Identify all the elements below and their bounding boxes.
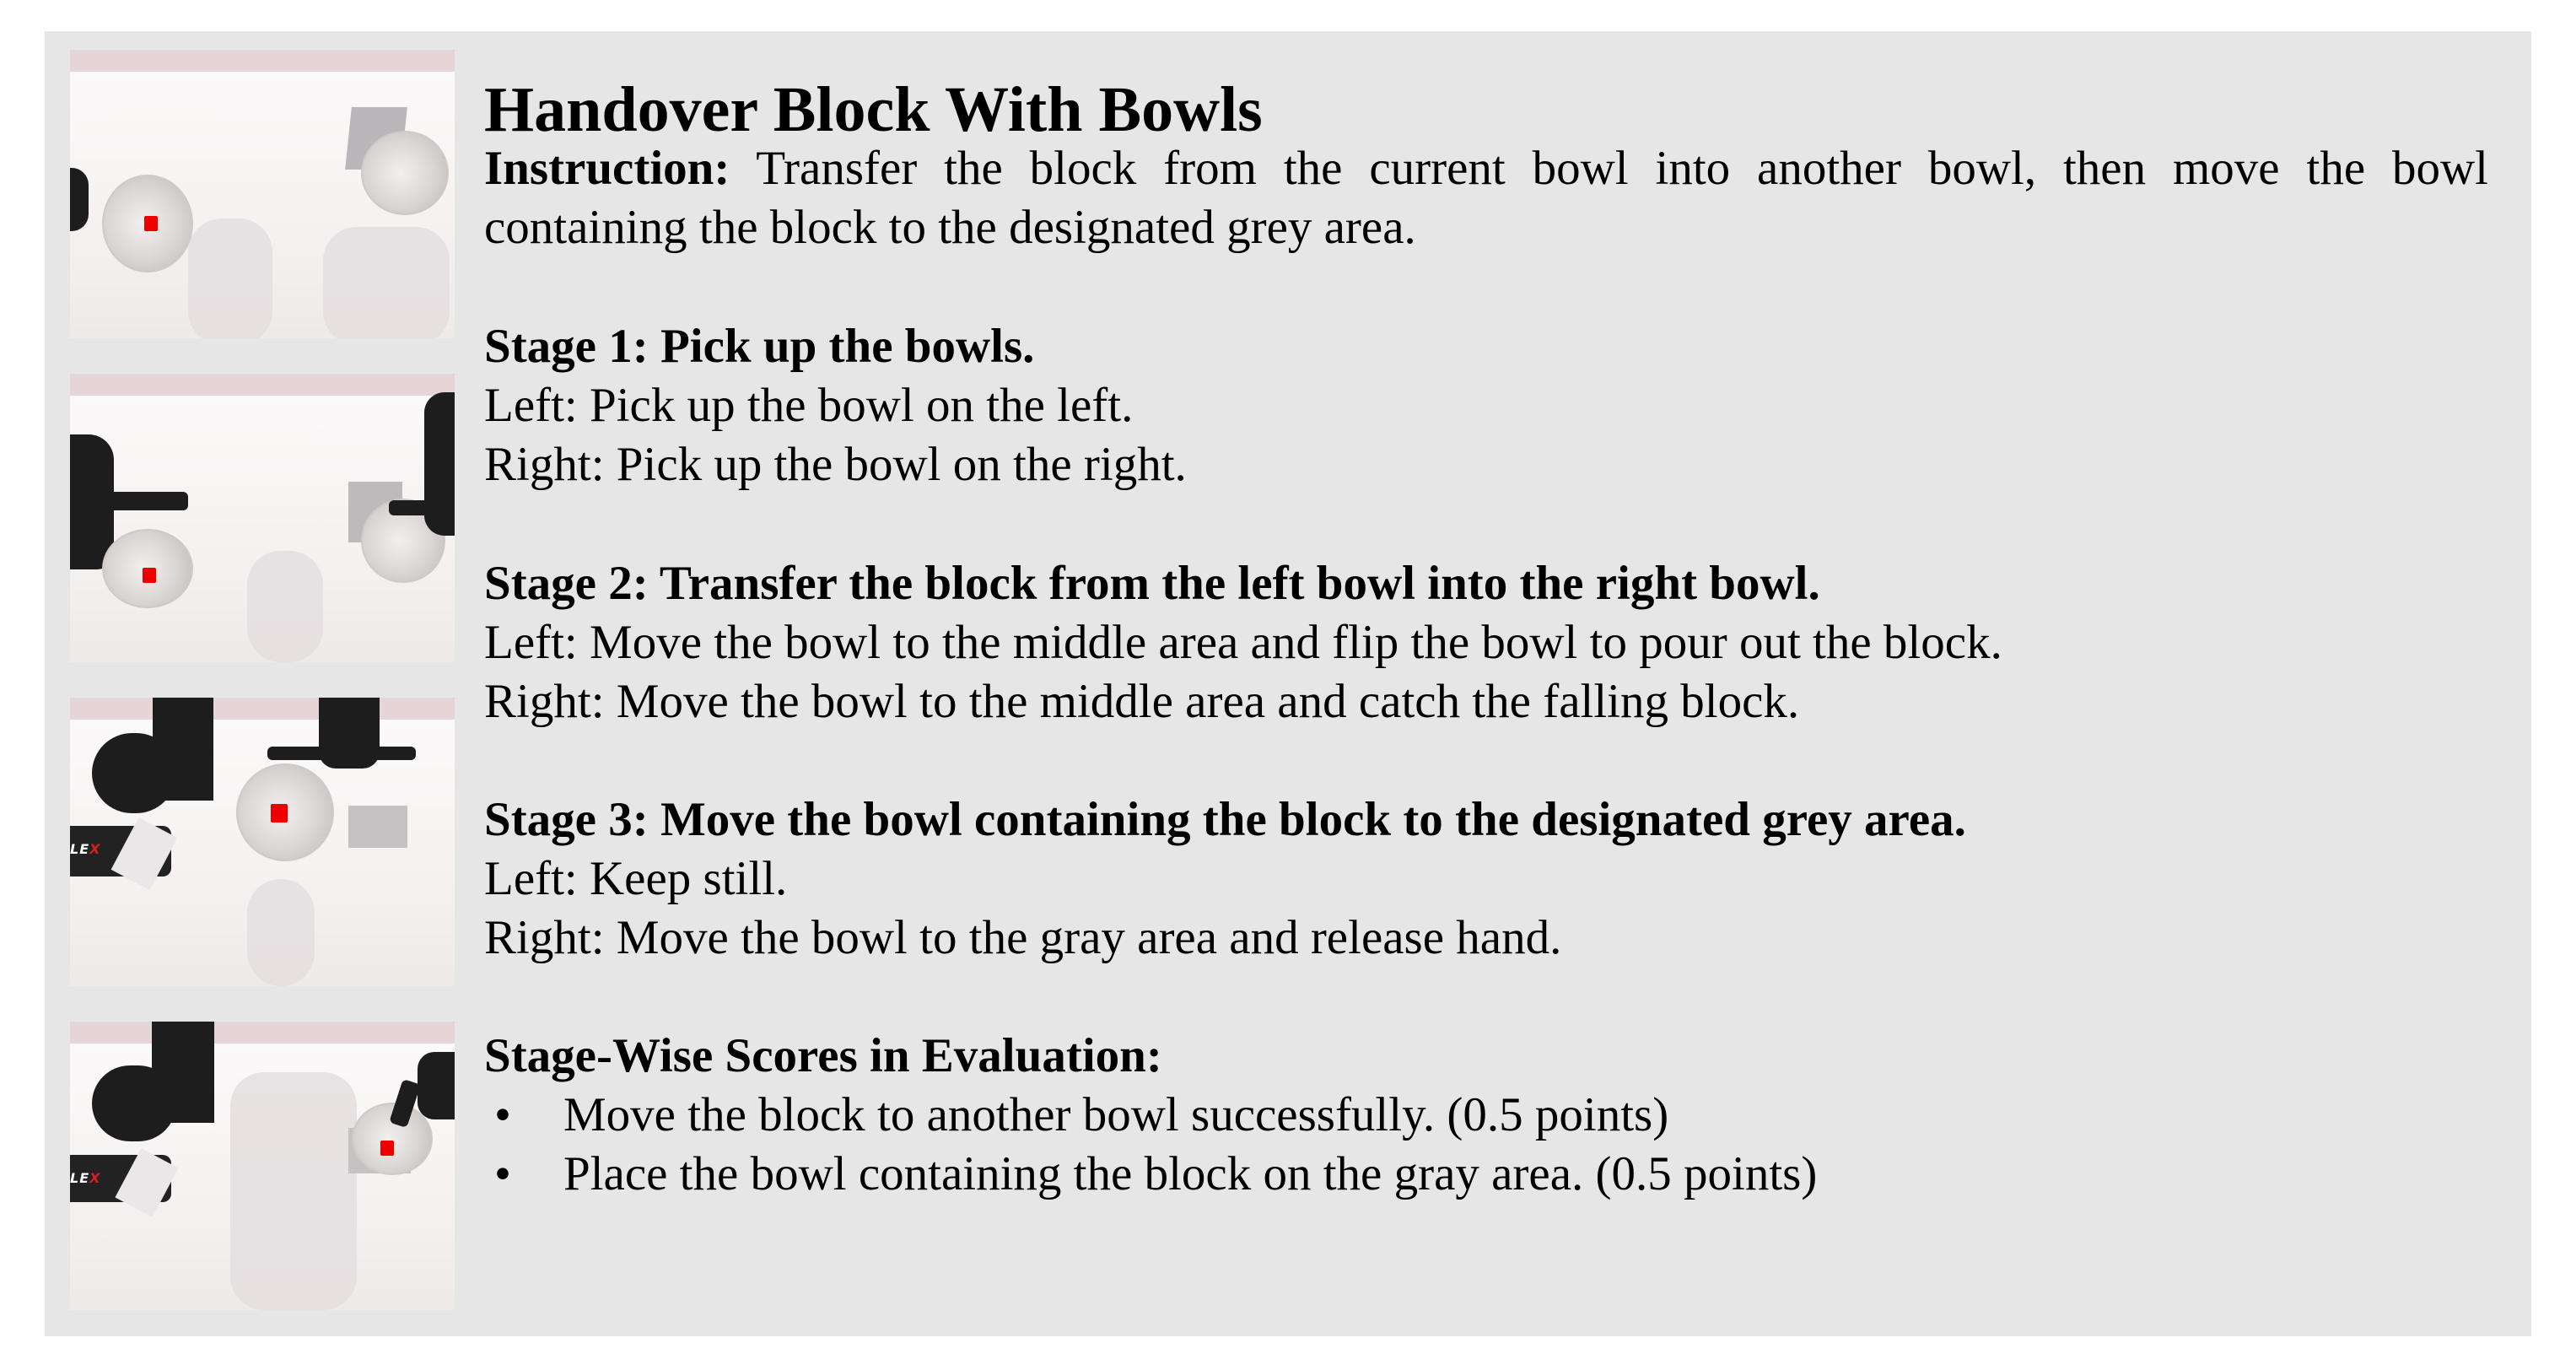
brand-text: LE	[70, 841, 90, 857]
robot-shadow	[230, 1072, 357, 1310]
stage-1-right: Right: Pick up the bowl on the right.	[484, 438, 1187, 491]
instruction-label: Instruction:	[484, 142, 730, 195]
brand-mark: X	[89, 1170, 101, 1186]
stage-3-heading-text: Stage 3: Move the bowl containing the block to the designated grey area.	[484, 793, 1966, 846]
robot-finger-right	[267, 747, 416, 760]
grey-target-area	[348, 806, 407, 848]
robot-brand-label	[70, 841, 100, 857]
bullet-icon: •	[494, 1088, 511, 1141]
stage-1-left: Left: Pick up the bowl on the left.	[484, 379, 1134, 432]
brand-text: LE	[70, 1170, 90, 1186]
frame-image-1	[70, 50, 455, 338]
robot-brand-label	[70, 1170, 100, 1186]
task-card	[45, 31, 2531, 1336]
stage-2-left: Left: Move the bowl to the middle area and flip the bowl to pour out the block.	[484, 616, 2002, 669]
stage-3-right: Right: Move the bowl to the gray area and release hand.	[484, 911, 1562, 964]
robot-finger-left	[104, 492, 188, 510]
background-strip	[70, 374, 455, 396]
stage-2-right: Right: Move the bowl to the middle area and catch the falling block.	[484, 675, 1800, 728]
robot-gripper-left	[70, 168, 89, 231]
red-block	[380, 1141, 394, 1156]
background-strip	[70, 698, 455, 720]
stage-1-heading-text: Stage 1: Pick up the bowls.	[484, 320, 1035, 373]
stage-3-heading	[484, 790, 1966, 850]
robot-arm-right	[418, 1052, 455, 1119]
instruction-line-1	[484, 139, 2488, 198]
red-block	[144, 216, 158, 231]
red-block	[143, 568, 156, 583]
robot-shadow	[247, 551, 323, 662]
stage-1-heading	[484, 317, 1034, 376]
stage-2-heading-text: Stage 2: Transfer the block from the left bowl into the right bowl.	[484, 557, 1820, 610]
scores-heading-text: Stage-Wise Scores in Evaluation:	[484, 1029, 1162, 1082]
frame-image-3	[70, 698, 455, 986]
scores-heading	[484, 1027, 1162, 1086]
score-list-item	[484, 1145, 2488, 1204]
bullet-icon: •	[494, 1147, 511, 1200]
bowl-right	[361, 131, 449, 215]
background-strip	[70, 50, 455, 72]
instruction-text-1: Transfer the block from the current bowl into another bowl, then move the bowl	[756, 142, 2488, 195]
frame-image-2	[70, 374, 455, 662]
background-strip	[70, 1022, 455, 1044]
stage-2-heading	[484, 554, 1820, 613]
stage-3-left: Left: Keep still.	[484, 852, 788, 905]
robot-wrist-left	[92, 733, 176, 813]
score-item-text: Move the block to another bowl successfully. (0.5 points)	[563, 1088, 1669, 1141]
instruction-line-2: containing the block to the designated grey area.	[484, 201, 1416, 254]
robot-wrist-left	[92, 1065, 176, 1141]
robot-shadow	[247, 879, 315, 986]
score-list-item	[484, 1086, 2488, 1145]
brand-mark: X	[89, 841, 101, 857]
score-item-text: Place the bowl containing the block on the gray area. (0.5 points)	[563, 1147, 1818, 1200]
task-title: Handover Block With Bowls	[484, 74, 1263, 145]
frame-image-4	[70, 1022, 455, 1310]
red-block	[271, 804, 288, 823]
robot-shadow	[323, 227, 450, 338]
robot-shadow	[188, 218, 272, 338]
robot-finger-right	[389, 500, 446, 515]
